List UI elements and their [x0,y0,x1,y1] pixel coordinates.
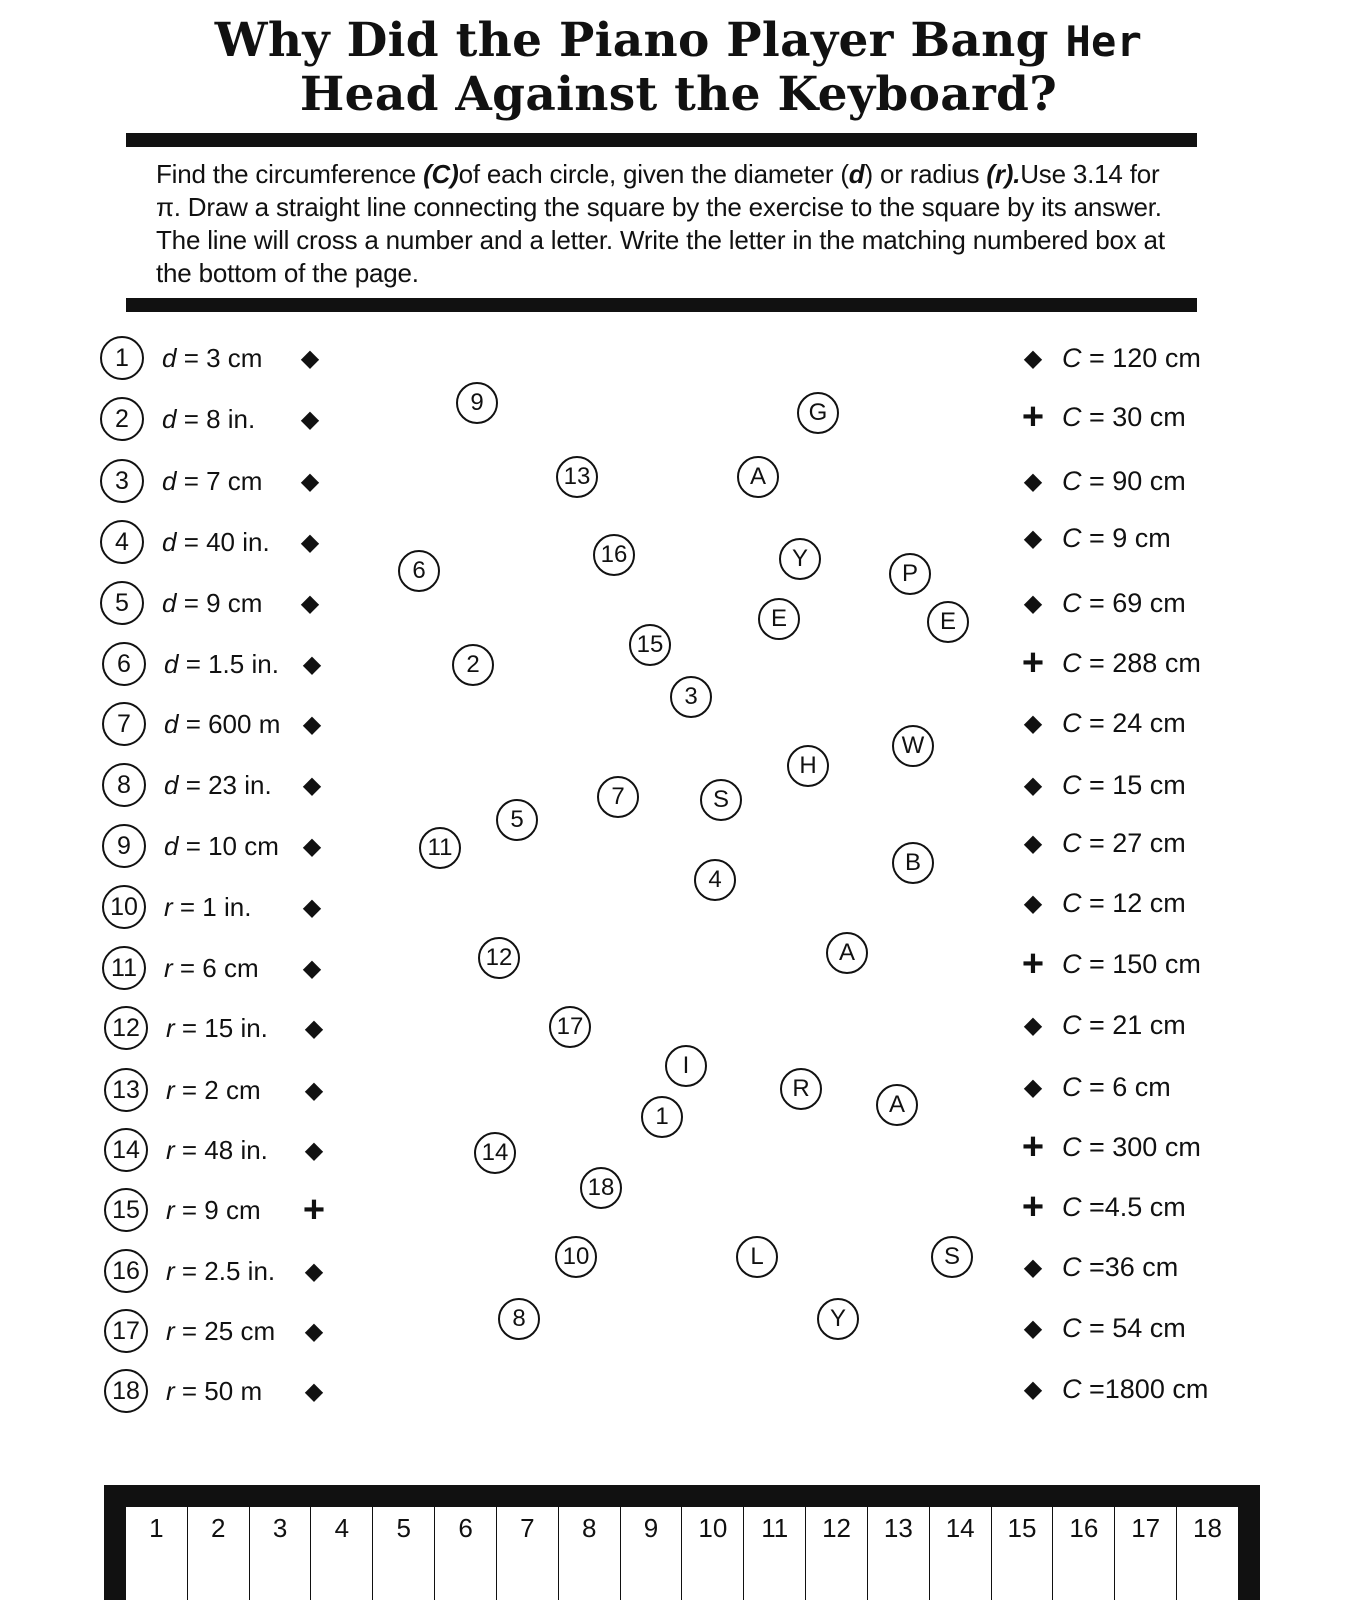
answer-variable: C [1062,827,1082,858]
diamond-marker[interactable]: ◆ [1023,467,1043,495]
answer-row [1020,458,1186,504]
exercise-label [164,709,299,740]
letter-bubble: S [931,1236,973,1278]
answer-variable: C [1062,887,1082,918]
answer-cell[interactable] [372,1507,434,1600]
instructions [156,158,1176,290]
exercise-variable: r [166,1315,175,1346]
exercise-label [164,831,299,862]
letter-bubble: E [927,601,969,643]
exercise-value: = 15 in. [174,1012,268,1043]
answer-variable: C [1062,948,1082,979]
answer-cell-number: 13 [883,1513,913,1543]
instr-c: (C) [423,159,459,189]
answer-value: =1800 cm [1081,1373,1209,1404]
answer-value: = 69 cm [1081,587,1186,618]
exercise-label [162,343,297,374]
answer-cell[interactable] [1176,1507,1238,1600]
answer-label [1062,1132,1201,1163]
diamond-marker[interactable]: ◆ [300,467,320,495]
diamond-marker[interactable]: ◆ [302,650,322,678]
exercise-value: = 9 cm [176,587,263,618]
answer-cell[interactable] [805,1507,867,1600]
answer-variable: C [1062,587,1082,618]
answer-cell[interactable] [620,1507,682,1600]
answer-variable: C [1062,1373,1082,1404]
answer-row [1020,640,1201,686]
answer-value: = 120 cm [1081,342,1201,373]
number-bubble: 15 [629,624,671,666]
exercise-variable: r [164,952,173,983]
answer-row [1020,1305,1186,1351]
answer-row [1020,1002,1186,1048]
answer-row [1020,1124,1201,1170]
diamond-marker[interactable]: ◆ [1023,589,1043,617]
exercise-variable: d [162,587,177,618]
exercise-label [166,1376,301,1407]
answer-label [1062,523,1171,554]
exercise-value: = 2.5 in. [174,1255,276,1286]
exercise-row [102,945,325,991]
answer-cell[interactable] [681,1507,743,1600]
answer-cell-number: 2 [211,1513,226,1543]
answer-cell-number: 10 [698,1513,728,1543]
answer-variable: C [1062,647,1082,678]
exercise-row [102,823,325,869]
letter-bubble: H [787,745,829,787]
answer-value: = 9 cm [1081,522,1171,553]
exercise-variable: r [166,1134,175,1165]
answer-cell-number: 6 [458,1513,473,1543]
exercise-variable: r [166,1012,175,1043]
answer-variable: C [1062,707,1082,738]
exercise-number: 3 [100,459,144,503]
answer-row [1020,335,1201,381]
answer-row [1020,580,1186,626]
answer-value: = 12 cm [1081,887,1186,918]
exercise-value: = 25 cm [174,1315,276,1346]
answer-value: =36 cm [1081,1251,1179,1282]
answer-variable: C [1062,465,1082,496]
letter-bubble: A [876,1084,918,1126]
exercise-row [104,1248,327,1294]
answer-cell[interactable] [310,1507,372,1600]
exercise-label [166,1135,301,1166]
exercise-number: 8 [102,763,146,807]
answer-cell-number: 5 [396,1513,411,1543]
answer-value: = 24 cm [1081,707,1186,738]
answer-label [1062,1313,1186,1344]
answer-cell-number: 7 [520,1513,535,1543]
exercise-value: = 8 in. [176,403,256,434]
exercise-value: = 2 cm [174,1074,261,1105]
exercise-number: 15 [104,1188,148,1232]
answer-variable: C [1062,1009,1082,1040]
number-bubble: 13 [556,456,598,498]
answer-value: = 54 cm [1081,1312,1186,1343]
answer-label [1062,588,1186,619]
number-bubble: 7 [597,776,639,818]
answer-cell-number: 11 [761,1513,789,1543]
exercise-variable: d [164,648,179,679]
exercise-row [104,1308,327,1354]
exercise-variable: d [162,403,177,434]
exercise-label [166,1195,301,1226]
diamond-marker[interactable]: ◆ [1023,1314,1043,1342]
exercise-variable: r [164,891,173,922]
answer-cell[interactable] [187,1507,249,1600]
answer-cell[interactable] [1052,1507,1114,1600]
diamond-marker[interactable]: ◆ [300,344,320,372]
answer-value: = 300 cm [1081,1131,1201,1162]
exercise-number: 14 [104,1128,148,1172]
number-bubble: 14 [474,1132,516,1174]
answer-cell[interactable] [558,1507,620,1600]
exercise-value: = 3 cm [176,342,263,373]
answer-label [1062,1252,1178,1283]
plus-marker[interactable]: + [1021,395,1045,438]
answer-value: = 15 cm [1081,769,1186,800]
letter-bubble: L [736,1236,778,1278]
exercise-row [104,1127,327,1173]
title-text: Why Did the Piano Player Bang [214,13,1066,68]
exercise-label [164,649,299,680]
exercise-label [162,404,297,435]
answer-label [1062,402,1186,433]
exercise-variable: d [164,708,179,739]
answer-cell[interactable] [929,1507,991,1600]
worksheet-title [0,14,1357,121]
diamond-marker[interactable]: ◆ [1023,709,1043,737]
number-bubble: 5 [496,799,538,841]
answer-cell-number: 8 [581,1513,597,1543]
answer-cell[interactable] [434,1507,496,1600]
diamond-marker[interactable]: ◆ [1023,889,1043,917]
answer-cell-number: 18 [1193,1513,1222,1543]
answer-variable: C [1062,522,1082,553]
exercise-row [100,335,323,381]
diamond-marker[interactable]: ◆ [304,1076,324,1104]
answer-label [1062,708,1186,739]
number-bubble: 12 [478,937,520,979]
diamond-marker[interactable]: ◆ [304,1317,324,1345]
answer-row [1020,700,1186,746]
number-bubble: 16 [593,534,635,576]
answer-label [1062,770,1186,801]
answer-variable: C [1062,769,1082,800]
answer-cell[interactable] [991,1507,1053,1600]
exercise-number: 17 [104,1309,148,1353]
title-line-1 [0,14,1357,68]
letter-bubble: W [892,725,934,767]
letter-bubble: A [826,932,868,974]
exercise-value: = 1 in. [172,891,252,922]
answer-cell-number: 1 [149,1513,164,1543]
instr-text: Find the circumference [156,159,424,189]
letter-bubble: S [700,779,742,821]
instr-text: of each circle, given the diameter ( [458,159,849,189]
exercise-number: 1 [100,336,144,380]
exercise-row [100,396,323,442]
top-divider [126,133,1197,147]
diamond-marker[interactable]: ◆ [300,589,320,617]
diamond-marker[interactable]: ◆ [302,832,322,860]
exercise-value: = 7 cm [176,465,263,496]
exercise-value: = 50 m [174,1375,263,1406]
answer-variable: C [1062,401,1082,432]
answer-variable: C [1062,1191,1082,1222]
bottom-divider [126,298,1197,312]
plus-marker[interactable]: + [302,1188,326,1231]
exercise-row [102,641,325,687]
exercise-variable: d [162,526,177,557]
answer-row [1020,1244,1178,1290]
answer-box [104,1485,1260,1600]
answer-grid [126,1507,1238,1600]
exercise-label [164,892,299,923]
answer-cell-number: 3 [272,1513,288,1543]
number-bubble: 4 [694,859,736,901]
answer-value: = 90 cm [1081,465,1186,496]
letter-bubble: I [665,1045,707,1087]
answer-value: = 27 cm [1081,827,1186,858]
answer-value: = 288 cm [1081,647,1201,678]
exercise-variable: d [164,830,179,861]
exercise-number: 9 [102,824,146,868]
answer-value: = 150 cm [1081,948,1201,979]
exercise-value: = 23 in. [178,769,272,800]
instr-d: d [848,159,865,189]
diamond-marker[interactable]: ◆ [302,954,322,982]
exercise-row [104,1067,327,1113]
diamond-marker[interactable]: ◆ [1023,829,1043,857]
plus-marker[interactable]: + [1021,641,1045,684]
answer-variable: C [1062,1251,1082,1282]
number-bubble: 1 [641,1096,683,1138]
diamond-marker[interactable]: ◆ [1023,1011,1043,1039]
exercise-label [166,1013,301,1044]
instr-r: (r). [986,159,1021,189]
letter-bubble: E [758,598,800,640]
answer-cell-number: 12 [822,1513,851,1543]
exercise-row [100,519,323,565]
letter-bubble: A [737,456,779,498]
answer-cell-number: 9 [643,1513,659,1543]
number-bubble: 6 [398,550,440,592]
exercise-row [102,884,325,930]
answer-variable: C [1062,342,1082,373]
answer-cell[interactable] [1114,1507,1176,1600]
number-bubble: 10 [555,1236,597,1278]
answer-cell[interactable] [126,1507,187,1600]
answer-row [1020,394,1186,440]
exercise-variable: r [166,1074,175,1105]
exercise-row [100,580,323,626]
exercise-number: 18 [104,1369,148,1413]
answer-cell-number: 14 [945,1513,975,1543]
answer-label [1062,343,1201,374]
answer-row [1020,941,1201,987]
exercise-label [166,1256,301,1287]
letter-bubble: Y [817,1298,859,1340]
diamond-marker[interactable]: ◆ [304,1257,324,1285]
exercise-label [162,588,297,619]
answer-cell[interactable] [743,1507,805,1600]
answer-label [1062,888,1186,919]
answer-label [1062,1072,1171,1103]
number-bubble: 2 [452,644,494,686]
diamond-marker[interactable]: ◆ [1023,344,1043,372]
diamond-marker[interactable]: ◆ [304,1377,324,1405]
answer-variable: C [1062,1071,1082,1102]
exercise-value: = 600 m [178,708,281,739]
answer-cell-number: 15 [1007,1513,1037,1543]
answer-row [1020,880,1186,926]
diamond-marker[interactable]: ◆ [1023,771,1043,799]
diamond-marker[interactable]: ◆ [302,771,322,799]
exercise-number: 6 [102,642,146,686]
title-line-2: Head Against the Keyboard? [299,67,1058,122]
exercise-label [162,466,297,497]
letter-bubble: R [780,1068,822,1110]
answer-cell[interactable] [867,1507,929,1600]
exercise-row [102,701,325,747]
exercise-number: 16 [104,1249,148,1293]
diamond-marker[interactable]: ◆ [302,893,322,921]
answer-label [1062,466,1186,497]
answer-row [1020,1366,1208,1412]
instr-text: Use 3.14 for π. Draw a straight line connecting the square by the exercise to the square by its answer. The line will cross a number and a letter. Write the letter in the matching numbered box at the bottom of the page. [156,159,1165,288]
number-bubble: 3 [670,676,712,718]
answer-label [1062,1192,1186,1223]
exercise-label [164,770,299,801]
plus-marker[interactable]: + [1021,1125,1045,1168]
exercise-number: 2 [100,397,144,441]
exercise-variable: r [166,1194,175,1225]
exercise-row [104,1187,327,1233]
exercise-label [166,1316,301,1347]
exercise-number: 4 [100,520,144,564]
diamond-marker[interactable]: ◆ [304,1014,324,1042]
exercise-variable: d [162,465,177,496]
exercise-row [104,1005,327,1051]
answer-row [1020,1184,1186,1230]
answer-label [1062,828,1186,859]
exercise-number: 13 [104,1068,148,1112]
answer-label [1062,1374,1208,1405]
answer-cell[interactable] [249,1507,311,1600]
answer-cell-number: 4 [334,1513,350,1543]
answer-variable: C [1062,1131,1082,1162]
answer-value: =4.5 cm [1081,1191,1186,1222]
letter-bubble: B [892,842,934,884]
answer-value: = 6 cm [1081,1071,1171,1102]
answer-row [1020,515,1171,561]
answer-value: = 21 cm [1081,1009,1186,1040]
exercise-value: = 40 in. [176,526,270,557]
exercise-number: 10 [102,885,146,929]
exercise-value: = 6 cm [172,952,259,983]
exercise-number: 5 [100,581,144,625]
answer-cell-number: 17 [1131,1513,1161,1543]
diamond-marker[interactable]: ◆ [302,710,322,738]
answer-label [1062,648,1201,679]
diamond-marker[interactable]: ◆ [1023,1375,1043,1403]
answer-cell[interactable] [496,1507,558,1600]
diamond-marker[interactable]: ◆ [300,528,320,556]
exercise-row [100,458,323,504]
answer-variable: C [1062,1312,1082,1343]
plus-marker[interactable]: + [1021,942,1045,985]
exercise-value: = 1.5 in. [178,648,279,679]
answer-row [1020,820,1186,866]
exercise-variable: r [166,1375,175,1406]
title-text-her: Her [1065,17,1143,66]
exercise-row [104,1368,327,1414]
exercise-value: = 9 cm [174,1194,261,1225]
answer-value: = 30 cm [1081,401,1186,432]
diamond-marker[interactable]: ◆ [1023,524,1043,552]
number-bubble: 11 [419,827,461,869]
letter-bubble: P [889,553,931,595]
number-bubble: 18 [580,1167,622,1209]
diamond-marker[interactable]: ◆ [1023,1253,1043,1281]
exercise-variable: d [162,342,177,373]
plus-marker[interactable]: + [1021,1185,1045,1228]
instr-text: ) or radius [864,159,987,189]
diamond-marker[interactable]: ◆ [304,1136,324,1164]
number-bubble: 17 [549,1006,591,1048]
exercise-value: = 48 in. [174,1134,268,1165]
exercise-variable: d [164,769,179,800]
exercise-label [164,953,299,984]
exercise-label [166,1075,301,1106]
answer-cell-number: 16 [1069,1513,1099,1543]
exercise-value: = 10 cm [178,830,279,861]
answer-row [1020,762,1186,808]
answer-label [1062,949,1201,980]
exercise-number: 11 [102,946,146,990]
number-bubble: 9 [456,382,498,424]
letter-bubble: Y [779,538,821,580]
exercise-label [162,527,297,558]
diamond-marker[interactable]: ◆ [300,405,320,433]
exercise-variable: r [166,1255,175,1286]
diamond-marker[interactable]: ◆ [1023,1073,1043,1101]
answer-row [1020,1064,1171,1110]
letter-bubble: G [797,392,839,434]
exercise-row [102,762,325,808]
exercise-number: 7 [102,702,146,746]
exercise-number: 12 [104,1006,148,1050]
answer-label [1062,1010,1186,1041]
number-bubble: 8 [498,1298,540,1340]
